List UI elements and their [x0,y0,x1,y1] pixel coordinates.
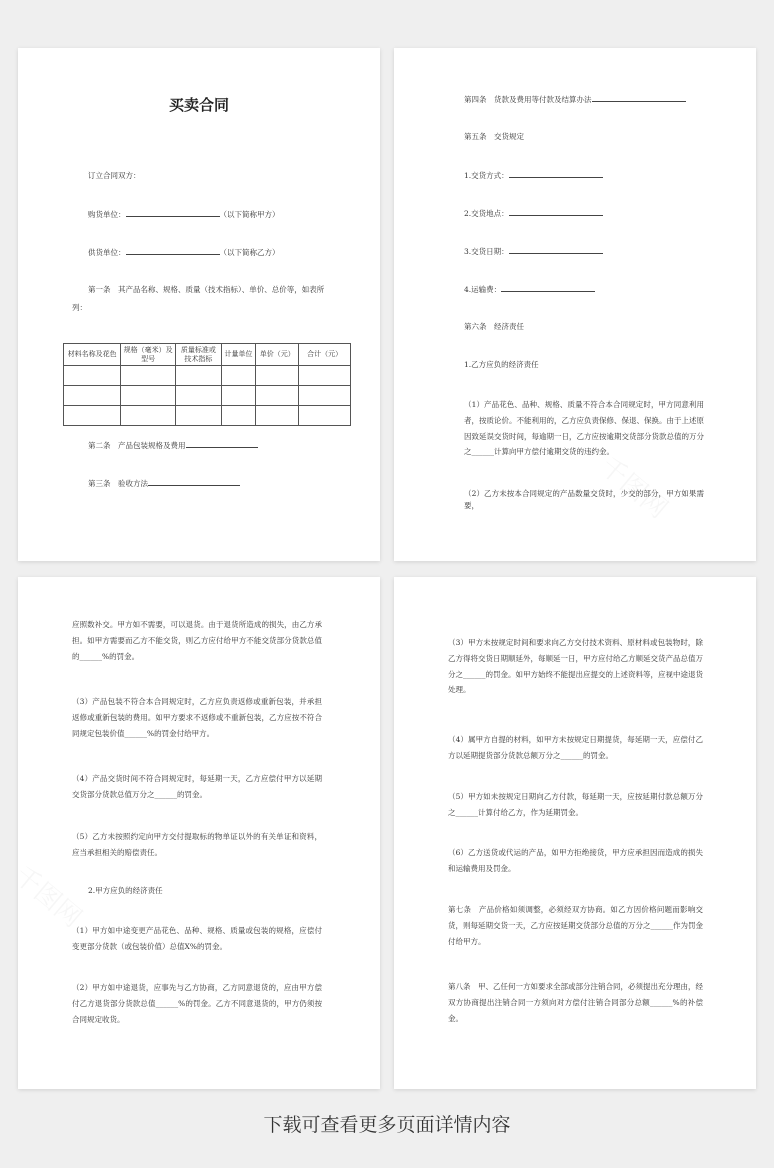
watermark [590,448,676,530]
delivery-date-blank [509,245,603,254]
article-2-blank [186,439,258,448]
article-3: 第三条 验收方法 [88,479,148,488]
article-4: 第四条 货款及费用等付款及结算办法 [464,95,592,104]
delivery-method-line [464,169,603,182]
buyer-liability-clause-6: （6）乙方送货或代运的产品，如甲方拒绝接货，甲方应承担因而造成的损失和运输费用及罚金。 [448,848,703,873]
seller-liability-clause-5: （5）乙方未按照约定向甲方交付提取标的物单证以外的有关单证和资料，应当承担相关的赔偿责任。 [72,832,322,857]
freight-label: 4.运输费： [464,285,502,294]
table-row [64,406,351,426]
delivery-method-blank [509,169,603,178]
seller-liability-heading: 1.乙方应负的经济责任 [464,360,539,369]
buyer-liability-clause-1: （1）甲方如中途变更产品花色、品种、规格、质量或包装的规格，应偿付变更部分货款（或包装价值）总值X%的罚金。 [72,926,322,951]
seller-label: 供货单位： [88,248,126,257]
delivery-place-line [464,207,603,220]
document-page-3 [18,577,380,1089]
article-3-line [88,477,240,490]
product-spec-table [63,343,351,426]
delivery-date-label: 3.交货日期： [464,247,509,256]
seller-liability-clause-3: （3）产品包装不符合本合同规定时，乙方应负责返修或重新包装，并承担返修或重新包装的费用。如甲方要求不返修或不重新包装，乙方应按不符合同规定包装价值______%的罚金付给甲方。 [72,697,322,738]
article-3-blank [148,477,240,486]
table-header-row [64,344,351,366]
article-1-line-2: 列： [72,303,87,312]
article-7: 第七条 产品价格如须调整，必须经双方协商。如乙方因价格问题而影响交货，则每延期交货一天，乙方应按延期交货部分总值的万分之______作为罚金付给甲方。 [448,905,703,946]
article-4-line [464,93,686,106]
seller-suffix: （以下简称乙方） [219,248,280,257]
table-header: 材料名称及花色 [64,344,121,366]
table-header: 计量单位 [221,344,255,366]
buyer-suffix: （以下简称甲方） [219,210,280,219]
delivery-place-label: 2.交货地点： [464,209,509,218]
contract-parties-line: 订立合同双方： [88,171,141,180]
table-header: 规格（毫米）及型号 [121,344,176,366]
buyer-blank [126,208,220,217]
buyer-line [88,208,280,221]
buyer-liability-clause-3: （3）甲方未按规定时间和要求向乙方交付技术资料、原材料或包装物时，除乙方得将交货日期顺延外，每顺延一日，甲方应付给乙方顺延交货产品总值万分之______的罚金。如甲方始终不能提出应提交的上述资料等，应视中途退货处理。 [448,638,703,695]
freight-blank [501,283,595,292]
buyer-liability-heading: 2.甲方应负的经济责任 [88,886,163,895]
download-more-caption[interactable]: 下载可查看更多页面详情内容 [263,1114,511,1136]
table-header: 单价（元） [256,344,299,366]
table-header: 合计（元） [299,344,351,366]
table-row [64,386,351,406]
article-6: 第六条 经济责任 [464,322,524,331]
article-2: 第二条 产品包装规格及费用 [88,441,186,450]
delivery-method-label: 1.交货方式： [464,171,509,180]
article-4-blank [592,93,686,102]
buyer-liability-clause-2: （2）甲方如中途退货，应事先与乙方协商，乙方同意退货的，应由甲方偿付乙方退货部分货款总值______%的罚金。乙方不同意退货的，甲方仍须按合同规定收货。 [72,983,322,1024]
article-8: 第八条 甲、乙任何一方如要求全部或部分注销合同，必须提出充分理由，经双方协商提出注销合同一方须向对方偿付注销合同部分总额______%的补偿金。 [448,982,703,1023]
table-row [64,366,351,386]
article-2-line [88,439,258,452]
freight-line [464,283,595,296]
buyer-label: 购货单位： [88,210,126,219]
table-header: 质量标准或技术指标 [175,344,221,366]
document-page-1 [18,48,380,561]
seller-liability-clause-4: （4）产品交货时间不符合同规定时，每延期一天，乙方应偿付甲方以延期交货部分货款总值万分之______的罚金。 [72,774,322,799]
seller-liability-clause-2-start: （2）乙方未按本合同规定的产品数量交货时，少交的部分，甲方如果需要， [464,489,704,510]
article-1-line-1: 第一条 其产品名称、规格、质量（技术指标）、单价、总价等，如表所 [88,285,325,294]
delivery-place-blank [509,207,603,216]
buyer-liability-clause-4: （4）属甲方自提的材料，如甲方未按规定日期提货，每延期一天，应偿付乙方以延期提货部分货款总额万分之______的罚金。 [448,735,703,760]
document-page-4 [394,577,756,1089]
article-5: 第五条 交货规定 [464,132,524,141]
document-page-2 [394,48,756,561]
seller-blank [126,246,220,255]
seller-liability-clause-1: （1）产品花色、品种、规格、质量不符合本合同规定时，甲方同意利用者，按质论价。不能利用的，乙方应负责保修、保退、保换。由于上述原因致延误交货时间，每逾期一日，乙方应按逾期交货部分货款总值的万分之______计算向甲方偿付逾期交货的违约金。 [464,400,704,457]
seller-liability-clause-2-cont: 应照数补交。甲方如不需要，可以退货。由于退货所造成的损失，由乙方承担。如甲方需要而乙方不能交货，则乙方应付给甲方不能交货部分货款总值的______%的罚金。 [72,620,322,661]
delivery-date-line [464,245,603,258]
buyer-liability-clause-5: （5）甲方如未按规定日期向乙方付款，每延期一天，应按延期付款总额万分之______计算付给乙方，作为延期罚金。 [448,792,703,817]
contract-title: 买卖合同 [168,96,229,114]
seller-line [88,246,280,259]
